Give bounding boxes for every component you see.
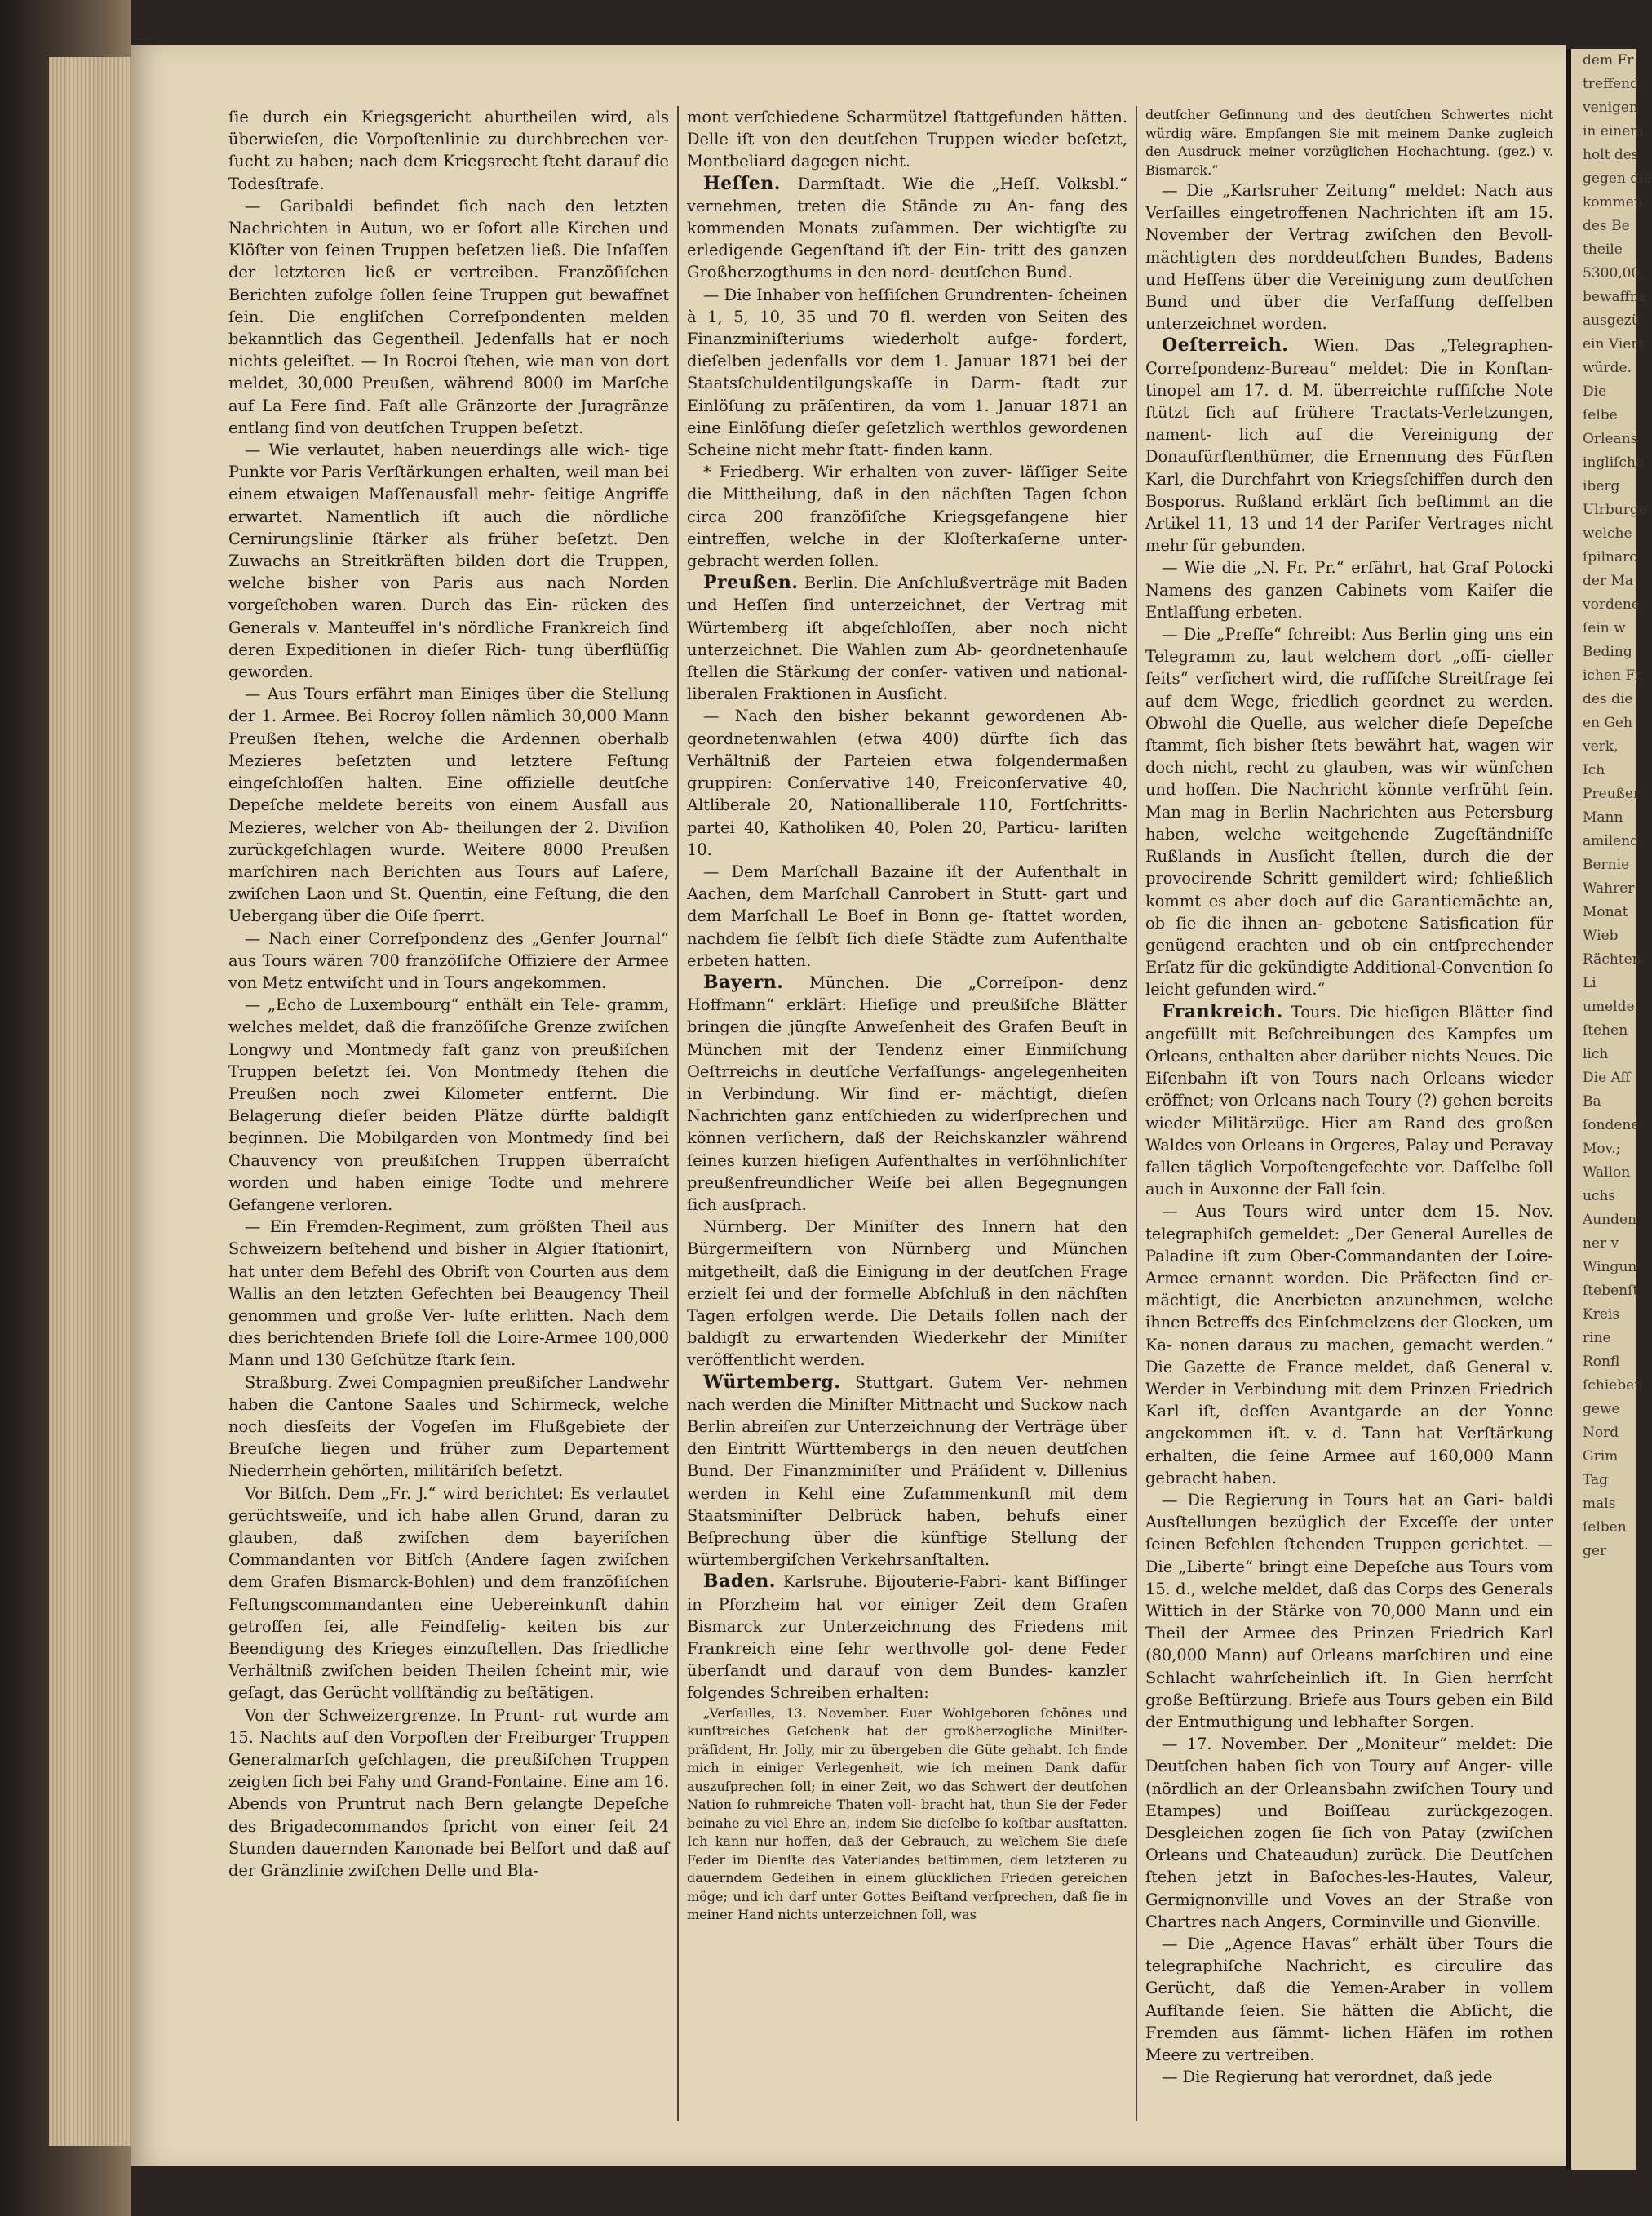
paragraph-text: — Die „Agence Havas“ erhält über Tours die telegraphiſche Nachricht, es circulire das Gerücht, daß die Yemen-Araber in vollem Aufſtande ſeien. Sie hätten die Abſicht, die Fremden aus ſämmt- lichen Häfen im rothen Meere zu vertreiben. [1145,1935,1553,2065]
newspaper-page [131,45,1566,2166]
facing-page-text-fragment: Wallon [1583,1164,1631,1181]
article-paragraph [687,705,1127,860]
paragraph-text: — Wie die „N. Fr. Pr.“ erfährt, hat Graf Potocki Namens des ganzen Cabinets vom Kaiſer die Entlaſſung erbeten. [1145,558,1553,622]
facing-page-text-fragment: Li [1583,975,1597,991]
article-paragraph [687,173,1127,284]
column-divider [1136,106,1137,2121]
facing-page-text-fragment: ſpilnarc [1583,549,1637,565]
facing-page-text-fragment: des die [1583,691,1633,707]
facing-page-text-fragment: ein Viert [1583,336,1644,352]
paragraph-text: — Ein Fremden-Regiment, zum größten Theil aus Schweizern beſtehend und bisher in Algier ſtationirt, hat unter dem Befehl des Obriſt von Courten aus dem Wallis an den letzten Gefechten bei Beaugency Theil genommen und große Ver- luſte erlitten. Nach dem dies berichtenden Briefe ſoll die Loire-Armee 100,000 Mann und 130 Geſchütze ſtark ſein. [228,1217,669,1370]
paragraph-text: ſie durch ein Kriegsgericht aburtheilen wird, als überwieſen, die Vorpoſtenlinie zu durchbrechen ver- ſucht zu haben; nach dem Kriegsrecht ſteht darauf die Todesſtrafe. [228,108,669,193]
facing-page-text-fragment: Mann [1583,809,1623,826]
article-paragraph [228,106,669,195]
article-paragraph [228,195,669,439]
facing-page-text-fragment: venigen [1583,100,1638,116]
facing-page-text-fragment: holt des [1583,147,1639,163]
paragraph-text: „Verſailles, 13. November. Euer Wohlgeboren ſchönes und kunſtreiches Geſchenk hat der großherzogliche Miniſter- präſident, Hr. Jolly, mir zu übergeben die Güte gehabt. Ich finde mich in einiger Verlegenheit, wie ich meinen Dank dafür auszuſprechen ſoll; in einer Zeit, wo das Schwert der deutſchen Nation ſo ruhmreiche Thaten voll- bracht hat, thun Sie der Feder beinahe zu viel Ehre an, indem Sie dieſelbe ſo koſtbar ausſtatten. Ich kann nur hoffen, daß der Gebrauch, zu welchem Sie dieſe Feder im Dienſte des Vaterlandes beſtimmen, dem letzteren zu dauerndem Gedeihen in einem glücklichen Frieden gereichen möge; und ich darf unter Gottes Beiſtand verſprechen, daß ſie in meiner Hand nichts unterzeichnen ſoll, was [687,1704,1127,1923]
facing-page-text-fragment: verk, [1583,738,1619,755]
paragraph-text: Straßburg. Zwei Compagnien preußiſcher Landwehr haben die Cantone Saales und Schirmeck, welche noch diesſeits der Vogeſen im Flußgebiete der Breuſche liegen und früher zum Departement Niederrhein gehörten, militäriſch beſetzt. [228,1372,669,1481]
facing-page-text-fragment: Orleans [1583,431,1638,447]
paragraph-text: Wien. Das „Telegraphen- Correſpondenz-Bureau“ meldet: Die in Konſtan- tinopel am 17. d. M. überreichte ruſſiſche Note ſtützt ſich auf frühere Tractats-Verletzungen, nament- lich auf die Vereinigung der Donaufürſtenthümer, die Ernennung des Fürſten Karl, die Durchfahrt von Kriegsſchiffen durch den Bosporus. Rußland erklärt ſich beſtimmt an die Artikel 11, 13 und 14 der Pariſer Vertrages nicht mehr für gebunden. [1145,336,1553,556]
facing-page-text-fragment: ſelben [1583,1519,1627,1536]
paragraph-text: München. Die „Correſpon- denz Hoffmann“ erklärt: Hieſige und preußiſche Blätter bringen die jüngſte Anweſenheit des Grafen Beuſt in München mit der Tendenz einer Einmiſchung Oeſtrreichs in deutſche Verfaſſungs- angelegenheiten in Verbindung. Wir ſind er- mächtigt, dieſen Nachrichten ganz entſchieden zu widerſprechen und können verſichern, daß der Reichskanzler während ſeines kurzen hieſigen Aufenthaltes in verſöhnlichſter preußenfreundlicher Weiſe bei allen Begegnungen ſich ausſprach. [687,973,1127,1214]
paragraph-text: * Friedberg. Wir erhalten von zuver- läſſiger Seite die Mittheilung, daß in den nächſten Tagen ſchon circa 200 franzöſiſche Kriegsgefangene hier eintreffen, welche in der Kloſterkaſerne unter- gebracht werden ſollen. [687,463,1127,571]
article-paragraph [687,284,1127,462]
article-paragraph [1145,1200,1553,1489]
facing-page-text-fragment: Die Aff [1583,1070,1631,1086]
facing-page-text-fragment: lich [1583,1046,1609,1062]
facing-page-text-fragment: Mov.; [1583,1141,1621,1157]
paragraph-text: — Die „Karlsruher Zeitung“ meldet: Nach aus Verſailles eingetroffenen Nachrichten iſt am 15. November der Vertrag zwiſchen den Bevoll- mächtigten des norddeutſchen Bundes, Badens und Heſſens über die Vereinigung zum deutſchen Bund und über die Verfaſſung deſſelben unterzeichnet worden. [1145,181,1553,334]
section-heading: Würtemberg. [703,1371,841,1393]
paragraph-text: — Die Regierung in Tours hat an Gari- baldi Ausſtellungen bezüglich der Exceſſe der unter ſeinen Befehlen ſtehenden Truppen gerichtet. — Die „Liberte“ bringt eine Depeſche aus Tours vom 15. d., welche meldet, daß das Corps des Generals Wittich in der Stärke von 70,000 Mann und ein Theil der Armee des Prinzen Friedrich Karl (80,000 Mann) auf Orleans marſchiren und eine Schlacht wahrſcheinlich iſt. In Gien herrſcht große Beſtürzung. Briefe aus Tours geben ein Bild der Entmuthigung und lebhafter Sorgen. [1145,1490,1553,1732]
facing-page-text-fragment: treffend [1583,76,1639,92]
paragraph-text: Berlin. Die Anſchlußverträge mit Baden und Heſſen ſind unterzeichnet, der Vertrag mit Würtemberg iſt abgeſchloſſen, aber noch nicht unterzeichnet. Die Wahlen zum Ab- geordnetenhauſe ſtellen die Stärkung der conſer- vativen und national-liberalen Fraktionen in Ausſicht. [687,574,1127,704]
facing-page-text-fragment: Grim [1583,1448,1619,1465]
facing-page-text-fragment: Kreis [1583,1306,1620,1323]
article-paragraph [228,1483,669,1704]
facing-page-text-fragment: theile [1583,242,1623,258]
column-divider [677,106,679,2121]
facing-page-text-fragment: Tag [1583,1472,1609,1488]
facing-page-text-fragment: des Be [1583,218,1630,234]
facing-page-text-fragment: ſondene [1583,1117,1640,1133]
facing-page-text-fragment: 5300,00 [1583,265,1641,281]
article-paragraph [228,994,669,1216]
facing-page-text-fragment: ger [1583,1543,1607,1559]
section-heading: Frankreich. [1162,1000,1283,1022]
facing-page-text-fragment: umelde [1583,999,1635,1015]
facing-page-text-fragment: ſtehen [1583,1022,1628,1039]
facing-page-fragment [1566,49,1652,2170]
article-paragraph [228,1216,669,1371]
facing-page-text-fragment: mals [1583,1496,1616,1512]
section-heading: Oeſterreich. [1162,335,1289,357]
facing-page-text-fragment: Ronfl [1583,1354,1620,1370]
facing-page-text-fragment: Rächten [1583,951,1641,968]
paragraph-text: Stuttgart. Gutem Ver- nehmen nach werden die Miniſter Mittnacht und Suckow nach Berlin abreiſen zur Unterzeichnung der Verträge über den Eintritt Württembergs in den neuen deutſchen Bund. Der Finanzminiſter und Präſident v. Dillenius werden in Kehl eine Zuſammenkunft mit dem Staatsminiſter Delbrück haben, behufs einer Beſprechung über die künftige Stellung der würtembergiſchen Verkehrsanſtalten. [687,1372,1127,1570]
paragraph-text: — „Echo de Luxembourg“ enthält ein Tele- gramm, welches meldet, daß die franzöſiſche Grenze zwiſchen Longwy und Montmedy faſt ganz von preußiſchen Truppen beſetzt ſei. Von Montmedy ſtehen die Preußen noch zwei Kilometer entfernt. Die Belagerung dieſer beiden Plätze dürfte baldigſt beginnen. Die Mobilgarden von Montmedy ſind bei Chauvency von preußiſchen Truppen überraſcht worden und haben einige Todte und mehrere Gefangene verloren. [228,995,669,1214]
article-paragraph [228,928,669,995]
paragraph-text: Tours. Die hieſigen Blätter ſind angefüllt mit Beſchreibungen des Kampfes um Orleans, enthalten aber darüber nichts Neues. Die Eiſenbahn iſt von Tours nach Orleans wieder eröffnet; von Orleans nach Toury (?) gehen bereits wieder Militärzüge. Hier am Rand des großen Waldes von Orleans in Orgeres, Palay und Peravay fallen täglich Vorpoſtengefechte vor. Daſſelbe ſoll auch in Auxonne der Fall ſein. [1145,1002,1553,1199]
section-heading: Baden. [703,1571,776,1593]
facing-page-text-fragment: ner v [1583,1235,1619,1252]
article-paragraph [687,1216,1127,1371]
facing-page-text-fragment: ſelbe [1583,407,1618,423]
paragraph-text: Darmſtadt. Wie die „Heſſ. Volksbl.“ vernehmen, treten die Stände zu An- fang des kommenden Monats zuſammen. Der wichtigſte zu erledigende Gegenſtand iſt der Ein- tritt des ganzen Großherzogthums in den nord- deutſchen Bund. [687,174,1127,282]
page-edges [49,57,139,2146]
facing-page-text-fragment: vordene [1583,596,1640,613]
paragraph-text: — Aus Tours wird unter dem 15. Nov. telegraphiſch gemeldet: „Der General Aurelles de Paladine iſt zum Ober-Commandanten der Loire- Armee ernannt worden. Die Präfecten ſind er- mächtigt, die Anerbieten anzunehmen, welche ihnen Betreffs des Einſchmelzens der Glocken, um Ka- nonen daraus zu machen, gemacht werden.“ Die Gazette de France meldet, daß General v. Werder in Verbindung mit dem Prinzen Friedrich Karl iſt, deſſen Avantgarde an der Yonne angekommen iſt. v. d. Tann hat Verſtärkung erhalten, die ſeine Armee auf 160,000 Mann gebracht haben. [1145,1202,1553,1487]
article-paragraph [687,1372,1127,1571]
facing-page-text-fragment: rine [1583,1330,1611,1346]
column-left [228,106,669,2150]
facing-page-text-fragment: en Geh [1583,715,1633,731]
paragraph-text: — Aus Tours erfährt man Einiges über die Stellung der 1. Armee. Bei Rocroy ſollen nämlich 30,000 Mann Preußen ſtehen, welche die Ardennen oberhalb Mezieres beſetzten und letztere Feſtung eingeſchloſſen halten. Eine offizielle deutſche Depeſche meldete bereits von einem Ausfall aus Mezieres, welcher von Ab- theilungen der 2. Diviſion zurückgeſchlagen wurde. Weitere 8000 Preußen marſchiren nach Berichten aus Tours auf Laſere, zwiſchen Laon und St. Quentin, eine Feſtung, die den Uebergang über die Oiſe ſperrt. [228,685,669,926]
article-paragraph [1145,106,1553,179]
facing-page-text-fragment: gewe [1583,1401,1620,1417]
facing-page-text-fragment: ſtebenſt [1583,1283,1639,1299]
paragraph-text: — Die Inhaber von heſſiſchen Grundrenten- ſcheinen à 1, 5, 10, 35 und 70 fl. werden von Seiten des Finanzminiſteriums wiederholt aufge- fordert, dieſelben jedenfalls vor dem 1. Januar 1871 bei der Staatsſchuldentilgungskaſſe in Darm- ſtadt zur Einlöſung zu präſentiren, da vom 1. Januar 1871 an eine Einlöſung dieſer geſetzlich werthlos gewordenen Scheine nicht mehr ſtatt- finden kann. [687,285,1127,460]
facing-page-text-fragment: uchs [1583,1188,1616,1204]
facing-page-text-fragment: würde. [1583,360,1632,376]
facing-page-text-fragment: Ba [1583,1093,1601,1110]
article-paragraph [687,572,1127,705]
paragraph-text: — Dem Marſchall Bazaine iſt der Aufenthalt in Aachen, dem Marſchall Canrobert in Stutt- gart und dem Marſchall Le Boef in Bonn ge- ſtattet worden, nachdem ſie ſelbſt ſich dieſe Städte zum Aufenthalte erbeten hatten. [687,862,1127,970]
section-heading: Bayern. [703,971,784,993]
article-paragraph [687,1571,1127,1704]
article-paragraph [1145,1489,1553,1733]
facing-page-text-fragment: Beding [1583,644,1632,660]
paragraph-text: — 17. November. Der „Moniteur“ meldet: Die Deutſchen haben ſich von Toury auf Anger- ville (nördlich an der Orleansbahn zwiſchen Toury und Etampes) und Boiſſeau zurückgezogen. Desgleichen zogen ſie ſich von Patay (zwiſchen Orleans und Chateaudun) zurück. Die Deutſchen ſtehen jetzt in Baſoches-les-Hautes, Valeur, Germignonville und Voves an der Straße von Chartres nach Angers, Corminville und Gionville. [1145,1735,1553,1931]
article-paragraph [228,1704,669,1882]
section-heading: Heſſen. [703,172,781,194]
article-paragraph [228,439,669,683]
facing-page-text-fragment: Preußer [1583,786,1641,802]
article-paragraph [1145,1933,1553,2066]
article-paragraph [1145,2066,1553,2088]
article-paragraph [687,106,1127,173]
facing-page-text-fragment: ausgezü [1583,312,1641,329]
paragraph-text: Von der Schweizergrenze. In Prunt- rut wurde am 15. Nachts auf den Vorpoſten der Freiburger Truppen Generalmarſch geſchlagen, die preußiſchen Truppen zeigten ſich bei Fahy und Grand-Fontaine. Eine am 16. Abends von Pruntrut nach Bern gelangte Depeſche des Brigadecommandos ſpricht von einer ſeit 24 Stunden dauernden Kanonade bei Belfort und daß auf der Gränzlinie zwiſchen Delle und Bla- [228,1705,669,1881]
article-paragraph [1145,1733,1553,1933]
facing-page-text-fragment: der Ma [1583,573,1634,589]
facing-page-text-fragment: Die [1583,383,1607,400]
article-paragraph [687,861,1127,972]
article-paragraph [1145,1001,1553,1201]
facing-page-text-fragment: in einem [1583,123,1644,140]
paragraph-text: Vor Bitſch. Dem „Fr. J.“ wird berichtet: Es verlautet gerüchtsweiſe, und ich habe allen Grund, daran zu glauben, daß zwiſchen dem bayeriſchen Commandanten vor Bitſch (Andere ſagen zwiſchen dem Grafen Bismarck-Bohlen) und dem franzöſiſchen Feſtungscommandanten eine Uebereinkunft dahin getroffen ſei, alle Feindſelig- keiten bis zur Beendigung des Krieges einzuſtellen. Das friedliche Verhältniß zwiſchen beiden Theilen ſcheint mir, wie geſagt, das Gerücht vollſtändig zu beſtätigen. [228,1483,669,1703]
facing-page-text-fragment: Aunden [1583,1212,1637,1228]
facing-page-text-fragment: amilend [1583,833,1640,849]
article-paragraph [1145,179,1553,335]
paragraph-text: — Garibaldi befindet ſich nach den letzten Nachrichten in Autun, wo er ſofort alle Kirchen und Klöſter von ſeinen Truppen beſetzen ließ. Die Inſaſſen der letzteren ließ er vertreiben. Franzöſiſchen Berichten zufolge ſollen ſeine Truppen gut bewaffnet ſein. Die engliſchen Correſpondenten melden bekanntlich das Gegentheil. Jedenfalls hat er noch nichts geleiſtet. — In Rocroi ſtehen, wie man von dort meldet, 30,000 Preußen, während 8000 im Marſche auf La Fere ſind. Faſt alle Gränzorte der Juragränze entlang ſind von deutſchen Truppen beſetzt. [228,196,669,437]
facing-page-text-fragment: welche [1583,525,1632,542]
article-paragraph [228,683,669,927]
paragraph-text: — Die Regierung hat verordnet, daß jede [1162,2068,1493,2087]
paragraph-text: mont verſchiedene Scharmützel ſtattgefunden hätten. Delle iſt von den deutſchen Truppen wieder beſetzt, Montbeliard dagegen nicht. [687,108,1127,171]
facing-page-text-fragment: ſein w [1583,620,1626,636]
facing-page-text-fragment: gegen die [1583,171,1652,187]
paragraph-text: deutſcher Geſinnung und des deutſchen Schwertes nicht würdig wäre. Empfangen Sie mit meinem Danke zugleich den Ausdruck meiner vorzüglichen Hochachtung. (gez.) v. Bismarck.“ [1145,107,1553,178]
article-paragraph [228,1372,669,1483]
section-heading: Preußen. [703,572,799,594]
article-paragraph [1145,335,1553,556]
facing-page-text-fragment: Nord [1583,1425,1619,1441]
facing-page-text-fragment: Monat [1583,904,1628,920]
article-paragraph [687,461,1127,572]
article-paragraph [1145,623,1553,1000]
paragraph-text: Karlsruhe. Bijouterie-Fabri- kant Biſſinger in Pforzheim hat vor einiger Zeit dem Grafen Bismarck zur Unterzeichnung des Friedens mit Frankreich eine ſehr werthvolle gol- dene Feder überſandt und darauf von dem Bundes- kanzler folgendes Schreiben erhalten: [687,1572,1127,1703]
facing-page-text-fragment: Ulrburge [1583,502,1647,518]
paragraph-text: — Wie verlautet, haben neuerdings alle wich- tige Punkte vor Paris Verſtärkungen erhalten, weil man bei einem etwaigen Maſſenausfall mehr- ſeitige Angriffe erwartet. Namentlich iſt auch die nördliche Cernirungslinie ſtärker als früher beſetzt. Den Zuwachs an Streitkräften bilden dort die Truppen, welche bisher von Paris aus nach Norden vorgeſchoben waren. Durch das Ein- rücken des Generals v. Manteuffel in's nördliche Frankreich ſind deren Expeditionen in dieſer Rich- tung überflüſſig geworden. [228,441,669,682]
article-paragraph [687,1704,1127,1925]
paragraph-text: — Nach einer Correſpondenz des „Genfer Journal“ aus Tours wären 700 franzöſiſche Offiziere der Armee von Metz entwiſcht und in Tours angekommen. [228,929,669,992]
article-paragraph [687,972,1127,1216]
facing-page-text-fragment: Wingun [1583,1259,1637,1275]
facing-page-text-fragment: bewaffne [1583,289,1647,305]
column-right [1145,106,1553,2150]
facing-page-text-fragment: Wahrer [1583,880,1635,897]
facing-page-text-fragment: Ich [1583,762,1605,778]
facing-page-text-fragment: Wieb [1583,928,1619,944]
facing-page-text-fragment: dem Fr [1583,52,1634,69]
facing-page-text-fragment: ingliſche [1583,454,1644,471]
facing-page-text-fragment: ichen Fr [1583,667,1642,684]
paragraph-text: — Nach den bisher bekannt gewordenen Ab- geordnetenwahlen (etwa 400) dürfte ſich das Verhältniß der Parteien etwa folgendermaßen gruppiren: Conſervative 140, Freiconſervative 40, Altliberale 20, Nationalliberale 110, Fortſchritts- partei 40, Katholiken 40, Polen 20, Particu- lariſten 10. [687,707,1127,859]
facing-page-text-fragment: iberg [1583,478,1620,494]
facing-page-text-fragment: ſchieben [1583,1377,1644,1394]
facing-page-text-fragment: Bernie [1583,857,1630,873]
facing-page-text-fragment: kommen [1583,194,1643,211]
article-paragraph [1145,556,1553,623]
column-middle [687,106,1127,2150]
paragraph-text: — Die „Preſſe“ ſchreibt: Aus Berlin ging uns ein Telegramm zu, laut welchem dort „offi- cieller ſeits“ verſichert wird, die ruſſiſche Streitfrage ſei auf dem Wege, friedlich geordnet zu werden. Obwohl die Quelle, aus welcher dieſe Depeſche ſtammt, ſich bisher ſtets bewährt hat, wagen wir doch nicht, recht zu glauben, was wir wünſchen und hoffen. Die Nachricht könnte verfrüht ſein. Man mag in Berlin Nachrichten aus Petersburg haben, welche weitgehende Zugeſtändniſſe Rußlands in Ausſicht ſtellen, durch die der provocirende Schritt gemildert wird; ſchließlich kommt es aber doch auf die Garantiemächte an, ob ſie die ihnen an- gebotene Satisfication für genügend erachten und ob ein entſprechender Erſatz für die gekündigte Additional-Convention ſo leicht gefunden wird.“ [1145,625,1553,999]
paragraph-text: Nürnberg. Der Miniſter des Innern hat den Bürgermeiſtern von Nürnberg und München mitgetheilt, daß die Einigung in der deutſchen Frage erzielt ſei und der formelle Abſchluß in den nächſten Tagen erfolgen werde. Die Details ſollen nach der baldigſt zu erwartenden Wiederkehr der Miniſter veröffentlicht werden. [687,1217,1127,1370]
